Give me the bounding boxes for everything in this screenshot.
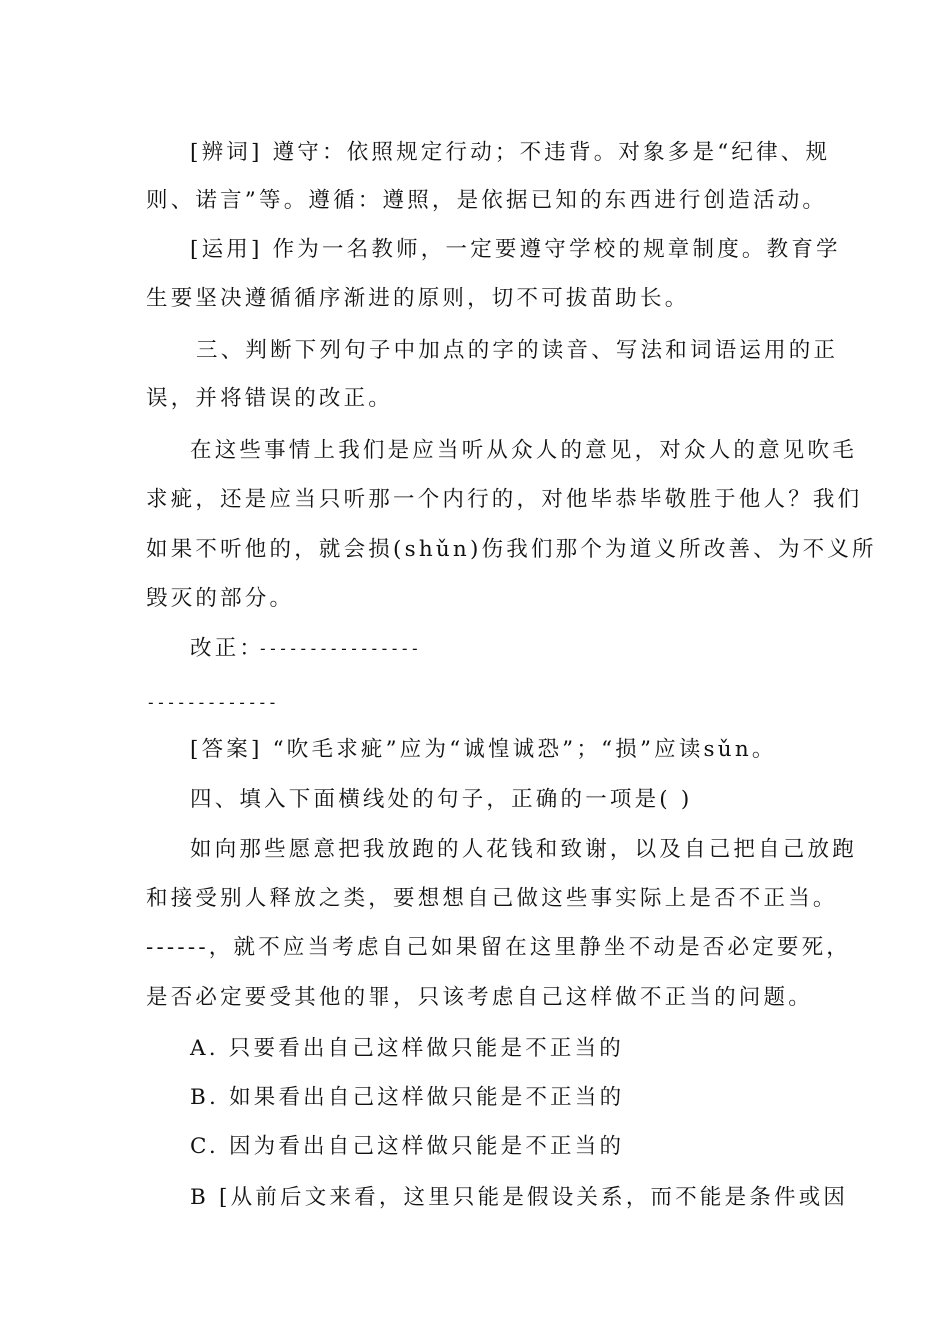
passage-2-line-1: 如向那些愿意把我放跑的人花钱和致谢，以及自己把自己放跑	[190, 837, 857, 862]
correction-blank-1: ----------------	[258, 639, 421, 658]
question-3-line-1: 三、判断下列句子中加点的字的读音、写法和词语运用的正	[196, 338, 839, 363]
option-c: C. 因为看出自己这样做只能是不正当的	[190, 1134, 625, 1159]
yunyong-line-2: 生要坚决遵循循序渐进的原则，切不可拔苗助长。	[146, 286, 690, 311]
passage-2-line-2: 和接受别人释放之类，要想想自己做这些事实际上是否不正当。	[146, 886, 838, 911]
bianci-line-2: 则、诺言”等。遵循：遵照，是依据已知的东西进行创造活动。	[146, 188, 828, 213]
option-b: B. 如果看出自己这样做只能是不正当的	[190, 1085, 625, 1110]
passage-1-line-1: 在这些事情上我们是应当听从众人的意见，对众人的意见吹毛	[190, 438, 857, 463]
answer-line: [答案] “吹毛求疵”应为“诚惶诚恐”；“损”应读sǔn。	[190, 737, 777, 762]
passage-1-line-2: 求疵，还是应当只听那一个内行的，对他毕恭毕敬胜于他人？我们	[146, 487, 863, 512]
passage-1-line-4: 毁灭的部分。	[146, 586, 295, 611]
question-4-line: 四、填入下面横线处的句子，正确的一项是( )	[190, 787, 693, 812]
option-a: A. 只要看出自己这样做只能是不正当的	[190, 1036, 624, 1061]
yunyong-line-1: [运用] 作为一名教师，一定要遵守学校的规章制度。教育学	[190, 237, 841, 262]
passage-2-line-4: 是否必定要受其他的罪，只该考虑自己这样做不正当的问题。	[146, 985, 813, 1010]
question-3-line-2: 误，并将错误的改正。	[146, 386, 394, 411]
correction-blank-2: -------------	[146, 693, 278, 712]
answer-explanation-line: B [从前后文来看，这里只能是假设关系，而不能是条件或因	[190, 1185, 849, 1210]
correction-label: 改正：	[190, 636, 265, 661]
passage-1-line-3: 如果不听他的，就会损(shǔn)伤我们那个为道义所改善、为不义所	[146, 537, 877, 562]
bianci-line-1: [辨词] 遵守：依照规定行动；不违背。对象多是“纪律、规	[190, 140, 831, 165]
passage-2-line-3: ------，就不应当考虑自己如果留在这里静坐不动是否必定要死，	[146, 935, 851, 960]
